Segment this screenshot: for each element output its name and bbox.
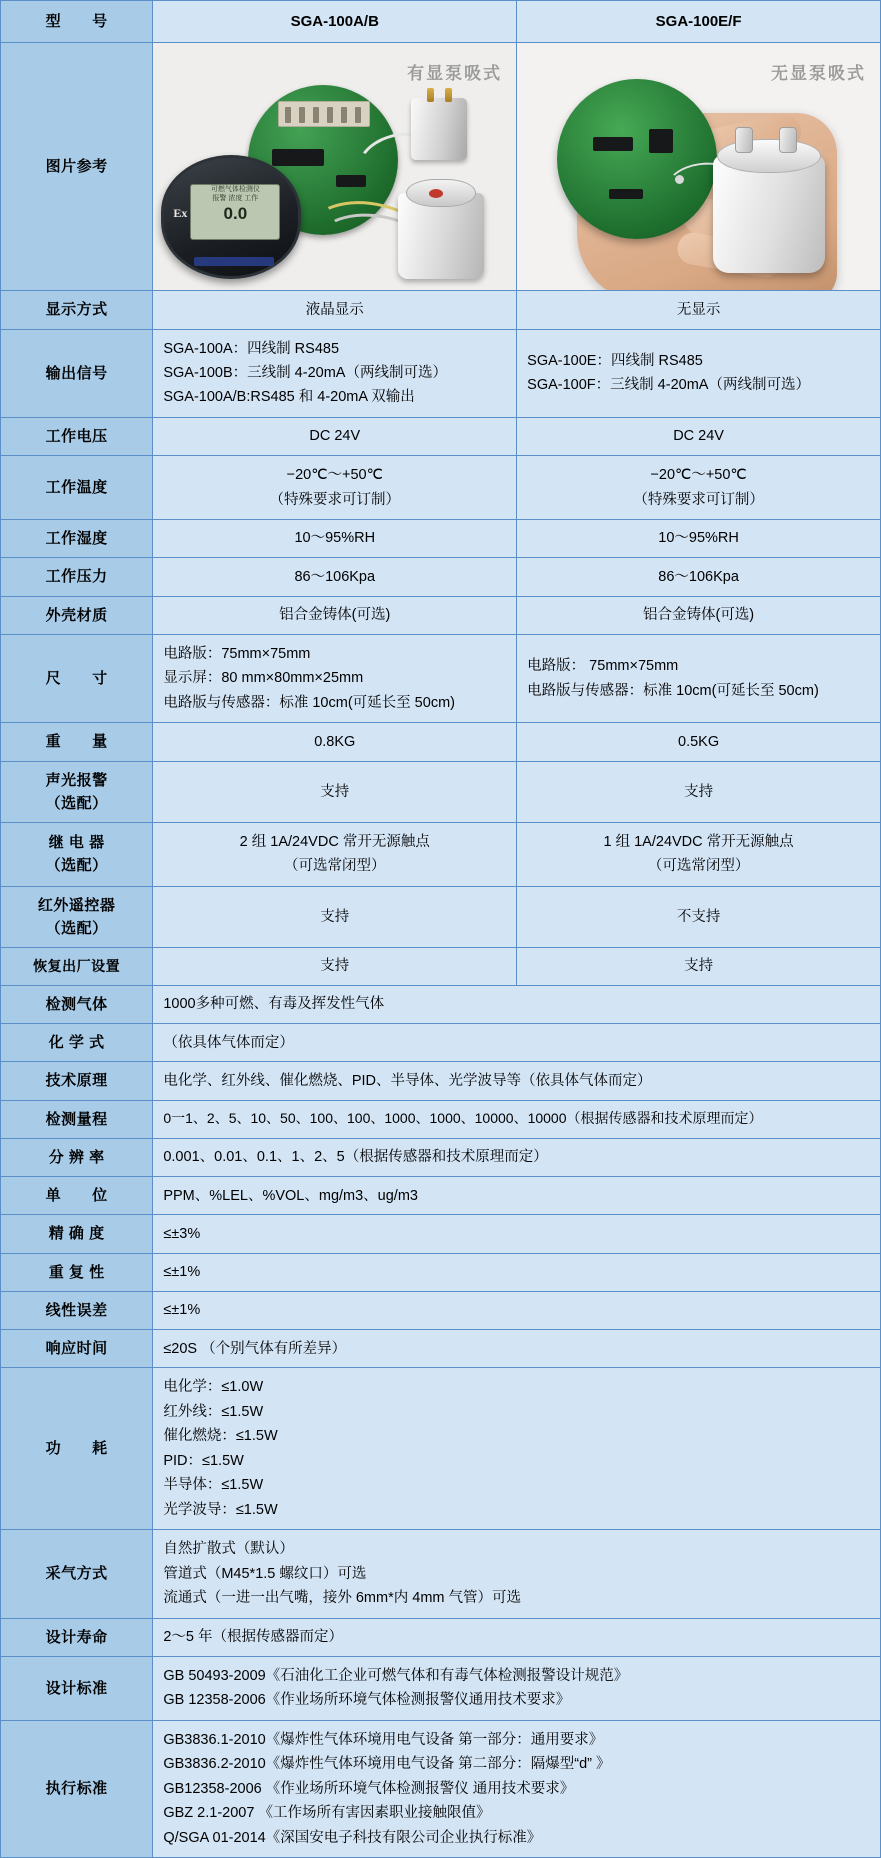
dimensions-a-line-3: 电路版与传感器：标准 10cm(可延长至 50cm): [163, 694, 455, 711]
audible-alarm-b: 支持: [517, 761, 881, 823]
row-label-execution-standard: 执行标准: [1, 1720, 153, 1857]
unit-value: PPM、%LEL、%VOL、mg/m3、ug/m3: [153, 1177, 881, 1215]
dimensions-a-line-1: 电路版：75mm×75mm: [163, 645, 311, 662]
row-label-design-standard: 设计标准: [1, 1656, 153, 1720]
output-signal-a-line-2: SGA-100B：三线制 4-20mA（两线制可选）: [163, 364, 447, 381]
table-row: [1, 1656, 881, 1720]
gas-outlet-icon: [779, 127, 797, 153]
display-unit-image: [161, 155, 301, 279]
execution-standard-value: [153, 1720, 881, 1857]
row-label-ir-remote-sub: （选配）: [45, 920, 108, 938]
table-row: [1, 1330, 881, 1368]
row-label-voltage: 工作电压: [1, 417, 153, 455]
chip-icon: [272, 149, 324, 166]
execution-standard-line-5: Q/SGA 01-2014《深国安电子科技有限公司企业执行标准》: [163, 1829, 542, 1846]
table-row: [1, 1368, 881, 1530]
factory-reset-b: 支持: [517, 948, 881, 985]
response-time-value: ≤20S （个别气体有所差异）: [153, 1330, 881, 1368]
row-label-detected-gas: 检测气体: [1, 985, 153, 1023]
display-mode-b: 无显示: [517, 291, 881, 329]
terminal-header-icon: [278, 101, 370, 127]
circuit-board-image: [557, 79, 717, 239]
table-row: [1, 291, 881, 329]
weight-a: 0.8KG: [153, 723, 517, 761]
row-label-display-mode: 显示方式: [1, 291, 153, 329]
voltage-a: DC 24V: [153, 417, 517, 455]
lcd-screen: [190, 184, 280, 240]
factory-reset-a: 支持: [153, 948, 517, 985]
row-label-repeatability: 重 复 性: [1, 1253, 153, 1291]
power-line-4: PID：≤1.5W: [163, 1452, 244, 1469]
execution-standard-line-3: GB12358-2006 《作业场所环境气体检测报警仪 通用技术要求》: [163, 1780, 575, 1797]
power-line-3: 催化燃烧：≤1.5W: [163, 1428, 278, 1445]
row-label-power-consumption: 功 耗: [1, 1368, 153, 1530]
gas-inlet-icon: [735, 127, 753, 153]
photo-caption-b: 无显泵吸式: [771, 64, 866, 84]
row-label-linearity-error: 线性误差: [1, 1291, 153, 1329]
row-label-humidity: 工作湿度: [1, 520, 153, 558]
table-row: [1, 985, 881, 1023]
lcd-line-1: 可燃气体检测仪: [210, 186, 260, 194]
chip-icon: [649, 129, 673, 153]
gold-pin-sensor-image: [411, 98, 467, 160]
sampling-line-2: 管道式（M45*1.5 螺纹口）可选: [163, 1565, 367, 1582]
row-label-chemical-formula: 化 学 式: [1, 1024, 153, 1062]
execution-standard-line-4: GBZ 2.1-2007 《工作场所有害因素职业接触限值》: [163, 1805, 491, 1822]
pressure-a: 86～106Kpa: [153, 558, 517, 596]
dimensions-a-line-2: 显示屏：80 mm×80mm×25mm: [163, 670, 364, 687]
ir-remote-b: 不支持: [517, 886, 881, 948]
ir-remote-a: 支持: [153, 886, 517, 948]
design-life-value: 2～5 年（根据传感器而定）: [153, 1618, 881, 1656]
row-label-sampling-method: 采气方式: [1, 1530, 153, 1618]
repeatability-value: ≤±1%: [153, 1253, 881, 1291]
photo-cell-b: [517, 43, 881, 291]
chip-icon: [609, 189, 643, 199]
table-row: [1, 1024, 881, 1062]
humidity-a: 10～95%RH: [153, 520, 517, 558]
table-row: [1, 761, 881, 823]
table-row: [1, 1215, 881, 1253]
power-consumption-value: [153, 1368, 881, 1530]
linearity-error-value: ≤±1%: [153, 1291, 881, 1329]
ex-badge: Ex: [173, 206, 188, 221]
row-label-audible-alarm-main: 声光报警: [45, 771, 108, 789]
lcd-value: 0.0: [223, 204, 248, 224]
housing-b: 铝合金铸体(可选): [517, 596, 881, 634]
dimensions-b: [517, 634, 881, 722]
table-row: [1, 1, 881, 43]
chip-icon: [336, 175, 366, 187]
resolution-value: 0.001、0.01、0.1、1、2、5（根据传感器和技术原理而定）: [153, 1138, 881, 1176]
design-standard-line-2: GB 12358-2006《作业场所环境气体检测报警仪通用技术要求》: [163, 1692, 571, 1709]
table-row: [1, 520, 881, 558]
dimensions-b-line-2: 电路版与传感器：标准 10cm(可延长至 50cm): [527, 682, 819, 699]
table-row: [1, 823, 881, 887]
temperature-a-line-1: −20℃～+50℃: [286, 467, 383, 484]
row-label-ir-remote-main: 红外遥控器: [37, 896, 116, 914]
execution-standard-line-2: GB3836.2-2010《爆炸性气体环境用电气设备 第二部分：隔爆型“d” 》: [163, 1756, 611, 1773]
row-label-audible-alarm-sub: （选配）: [45, 794, 108, 812]
model-a: SGA-100A/B: [153, 1, 517, 43]
pressure-b: 86～106Kpa: [517, 558, 881, 596]
design-standard-line-1: GB 50493-2009《石油化工企业可燃气体和有毒气体检测报警设计规范》: [163, 1667, 629, 1684]
brand-strip: [194, 257, 274, 266]
power-line-2: 红外线：≤1.5W: [163, 1403, 264, 1420]
row-label-model: 型 号: [1, 1, 153, 43]
row-label-design-life: 设计寿命: [1, 1618, 153, 1656]
display-mode-a: 液晶显示: [153, 291, 517, 329]
row-label-housing: 外壳材质: [1, 596, 153, 634]
relay-a: [153, 823, 517, 887]
dimensions-a: [153, 634, 517, 722]
table-row: [1, 1618, 881, 1656]
product-photo-a: [153, 43, 516, 290]
sampling-line-3: 流通式（一进一出气嘴，接外 6mm*内 4mm 气管）可选: [163, 1590, 522, 1607]
relay-a-line-1: 2 组 1A/24VDC 常开无源触点: [239, 834, 430, 850]
voltage-b: DC 24V: [517, 417, 881, 455]
weight-b: 0.5KG: [517, 723, 881, 761]
row-label-photo: 图片参考: [1, 43, 153, 291]
temperature-b-line-2: （特殊要求可订制）: [633, 491, 764, 508]
table-row: [1, 1530, 881, 1618]
photo-caption-a: 有显泵吸式: [407, 64, 503, 84]
table-row: [1, 1138, 881, 1176]
table-row: [1, 1720, 881, 1857]
product-photo-b: [517, 43, 880, 290]
output-signal-a-line-1: SGA-100A：四线制 RS485: [163, 340, 340, 357]
row-label-resolution: 分 辨 率: [1, 1138, 153, 1176]
temperature-b: [517, 456, 881, 520]
row-label-response-time: 响应时间: [1, 1330, 153, 1368]
power-line-6: 光学波导：≤1.5W: [163, 1501, 278, 1518]
pump-sensor-image: [398, 193, 484, 279]
row-label-ir-remote: [1, 886, 153, 948]
table-row: [1, 948, 881, 985]
table-row: [1, 886, 881, 948]
table-row: [1, 634, 881, 722]
table-row: [1, 417, 881, 455]
sampling-line-1: 自然扩散式（默认）: [163, 1541, 294, 1558]
detected-gas-value: 1000多种可燃、有毒及挥发性气体: [153, 985, 881, 1023]
output-signal-b-line-2: SGA-100F：三线制 4-20mA（两线制可选）: [527, 377, 810, 394]
row-label-relay: [1, 823, 153, 887]
housing-a: 铝合金铸体(可选): [153, 596, 517, 634]
model-b: SGA-100E/F: [517, 1, 881, 43]
relay-b: [517, 823, 881, 887]
row-label-weight: 重 量: [1, 723, 153, 761]
row-label-output-signal: 输出信号: [1, 329, 153, 417]
temperature-b-line-1: −20℃～+50℃: [650, 467, 747, 484]
table-row: [1, 1177, 881, 1215]
row-label-audible-alarm: [1, 761, 153, 823]
row-label-accuracy: 精 确 度: [1, 1215, 153, 1253]
humidity-b: 10～95%RH: [517, 520, 881, 558]
lcd-line-2: 报警 浓度 工作: [212, 195, 259, 203]
tech-principle-value: 电化学、红外线、催化燃烧、PID、半导体、光学波导等（依具体气体而定）: [153, 1062, 881, 1100]
row-label-tech-principle: 技术原理: [1, 1062, 153, 1100]
row-label-temperature: 工作温度: [1, 456, 153, 520]
chip-icon: [593, 137, 633, 151]
dimensions-b-line-1: 电路版： 75mm×75mm: [527, 658, 679, 675]
power-line-1: 电化学：≤1.0W: [163, 1379, 264, 1396]
row-label-range: 检测量程: [1, 1100, 153, 1138]
temperature-a: [153, 456, 517, 520]
table-row: [1, 596, 881, 634]
row-label-dimensions: 尺 寸: [1, 634, 153, 722]
table-row-photos: [1, 43, 881, 291]
audible-alarm-a: 支持: [153, 761, 517, 823]
table-row: [1, 329, 881, 417]
relay-a-line-2: （可选常闭型）: [284, 858, 386, 875]
table-row: [1, 1100, 881, 1138]
row-label-pressure: 工作压力: [1, 558, 153, 596]
table-row: [1, 1253, 881, 1291]
pump-sensor-image: [713, 155, 825, 273]
sampling-method-value: [153, 1530, 881, 1618]
range-value: 0一1、2、5、10、50、100、100、1000、1000、10000、10000（根据传感器和技术原理而定）: [153, 1100, 881, 1138]
execution-standard-line-1: GB3836.1-2010《爆炸性气体环境用电气设备 第一部分：通用要求》: [163, 1731, 604, 1748]
power-line-5: 半导体：≤1.5W: [163, 1477, 264, 1494]
chemical-formula-value: （依具体气体而定）: [153, 1024, 881, 1062]
row-label-relay-sub: （选配）: [45, 857, 108, 875]
table-row: [1, 456, 881, 520]
table-row: [1, 1291, 881, 1329]
output-signal-b: [517, 329, 881, 417]
output-signal-a-line-3: SGA-100A/B:RS485 和 4-20mA 双输出: [163, 389, 415, 406]
temperature-a-line-2: （特殊要求可订制）: [269, 491, 400, 508]
relay-b-line-2: （可选常闭型）: [647, 858, 750, 875]
row-label-unit: 单 位: [1, 1177, 153, 1215]
table-row: [1, 723, 881, 761]
photo-cell-a: [153, 43, 517, 291]
output-signal-b-line-1: SGA-100E：四线制 RS485: [527, 352, 703, 369]
relay-b-line-1: 1 组 1A/24VDC 常开无源触点: [603, 834, 794, 850]
table-row: [1, 558, 881, 596]
accuracy-value: ≤±3%: [153, 1215, 881, 1253]
design-standard-value: [153, 1656, 881, 1720]
row-label-relay-main: 继 电 器: [48, 834, 105, 852]
output-signal-a: [153, 329, 517, 417]
row-label-factory-reset: 恢复出厂设置: [1, 948, 153, 985]
table-row: [1, 1062, 881, 1100]
